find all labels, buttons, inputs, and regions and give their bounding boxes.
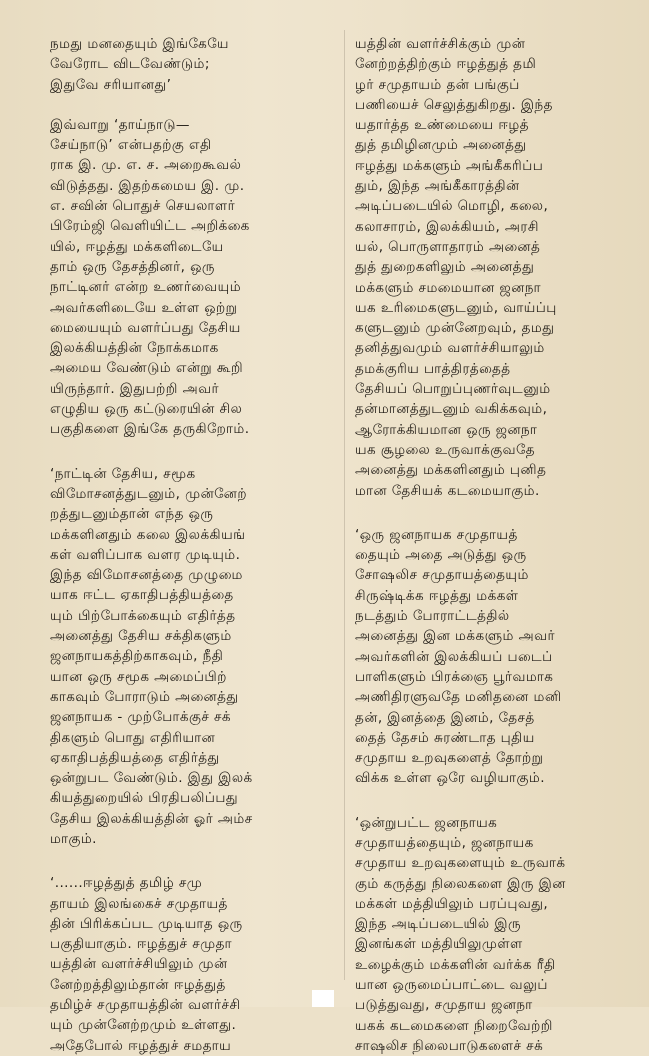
left-paragraph-1: நமது மனதையும் இங்கேயே வேரோட விடவேண்டும்; இதுவே சரியானது’ (50, 36, 229, 93)
left-column (50, 34, 340, 1056)
left-paragraph-3: ‘நாட்டின் தேசிய, சமூக விமோசனத்துடனும், முன்னேற் றத்துடனும்தான் எந்த ஒரு மக்களினதும் கலை இலக்கியங் கள் வளிப்பாக வளர முடியும். இந்த விமோசனத்தை முழுமை யாக ஈட்ட ஏகாதிபத்தியத்தை யும் பிற்போக்கையும் எதிர்த்த அனைத்து தேசிய சக்திகளும் ஜனநாயகத்திற்காகவும், நீதி யான ஒரு சமூக அமைப்பிற் காகவும் போராடும் அனைத்து ஜனநாயக - முற்போக்குச் சக் திகளும் பொது எதிரியான ஏகாதிபத்தியத்தை எதிர்த்து ஒன்றுபட வேண்டும். இது இலக் கியத்துறையில் பிரதிபலிப்பது தேசிய இலக்கியத்தின் ஓர் அம்ச மாகும். (50, 465, 253, 847)
right-paragraph-2: ‘ஒரு ஜனநாயக சமுதாயத் தையும் அதை அடுத்து ஒரு சோஷலிச சமுதாயத்தையும் சிருஷ்டிக்க ஈழத்து மக்கள் நடத்தும் போராட்டத்தில் அனைத்து இன மக்களும் அவர் அவர்களின் இலக்கியப் படைப் பாளிகளும் பிரக்ஞை பூர்வமாக அணிதிரளுவதே மனிதனை மனி தன், இனத்தை இனம், தேசத் தைத் தேசம் சுரண்டாத புதிய சமுதாய உறவுகளைத் தோற்று விக்க உள்ள ஒரே வழியாகும். (355, 526, 562, 787)
page-corner-mark (312, 990, 334, 1007)
right-paragraph-1: யத்தின் வளர்ச்சிக்கும் முன் னேற்றத்திற்கும் ஈழத்துத் தமி ழர் சமுதாயம் தன் பங்குப் பணியைச் செலுத்துகிறது. இந்த யதார்த்த உண்மையை ஈழத் துத் தமிழினமும் அனைத்து ஈழத்து மக்களும் அங்கீகரிப்ப தும், இந்த அங்கீகாரத்தின் அடிப்படையில் மொழி, கலை, கலாசாரம், இலக்கியம், அரசி யல், பொருளாதாரம் அனைத் துத் துறைகளிலும் அனைத்து மக்களும் சமமையான ஜனநா யக உரிமைகளுடனும், வாய்ப்பு களுடனும் முன்னேறவும், தமது தனித்துவமும் வளர்ச்சியாலும் தமக்குரிய பாத்திரத்தைத் தேசியப் பொறுப்புணர்வுடனும் தன்மானத்துடனும் வகிக்கவும், ஆரோக்கியமான ஒரு ஜனநா யக சூழலை உருவாக்குவதே அனைத்து மக்களினதும் புனித மான தேசியக் கடமையாகும். (355, 36, 557, 499)
right-column (355, 34, 645, 1056)
left-paragraph-4: ‘......ஈழத்துத் தமிழ் சமு தாயம் இலங்கைச் சமுதாயத் தின் பிரிக்கப்பட முடியாத ஒரு பகுதியாகும். ஈழத்துச் சமுதா யத்தின் வளர்ச்சியிலும் முன் னேற்றத்திலும்தான் ஈழத்துத் தமிழ்ச் சமுதாயத்தின் வளர்ச்சி யும் முன்னேற்றமும் உள்ளது. அதேபோல் ஈழத்துச் சமதாய (50, 875, 243, 1054)
column-gutter (344, 30, 345, 980)
left-paragraph-2: இவ்வாறு ‘தாய்நாடு— சேய்நாடு’ என்பதற்கு எதி ராக இ. மு. எ. ச. அறைகூவல் விடுத்தது. இதற்கமைய இ. மு. எ. சவின் பொதுச் செயலாளர் பிரேம்ஜி வெளியிட்ட அறிக்கை யில், ஈழத்து மக்களிடையே தாம் ஒரு தேசத்தினர், ஒரு நாட்டினர் என்ற உணர்வையும் அவர்களிடையே உள்ள ஒற்று மையையும் வளர்ப்பது தேசிய இலக்கியத்தின் நோக்கமாக அமைய வேண்டும் என்று கூறி யிருந்தார். இதுபற்றி அவர் எழுதிய ஒரு கட்டுரையின் சில பகுதிகளை இங்கே தருகிறோம். (50, 116, 250, 438)
right-paragraph-3: ‘ஒன்றுபட்ட ஜனநாயக சமுதாயத்தையும், ஜனநாயக சமுதாய உறவுகளையும் உருவாக் கும் கருத்து நிலைகளை இரு இன மக்கள் மத்தியிலும் பரப்புவது, இந்த அடிப்படையில் இரு இனங்கள் மத்தியிலுமுள்ள உழைக்கும் மக்களின் வர்க்க ரீதி யான ஒருமைப்பாட்டை வலுப் படுத்துவது, சமுதாய ஜனநா யகக் கடமைகளை நிறைவேற்றி சாஷலிச நிலைபாடுகளைச் சக் (355, 814, 566, 1054)
